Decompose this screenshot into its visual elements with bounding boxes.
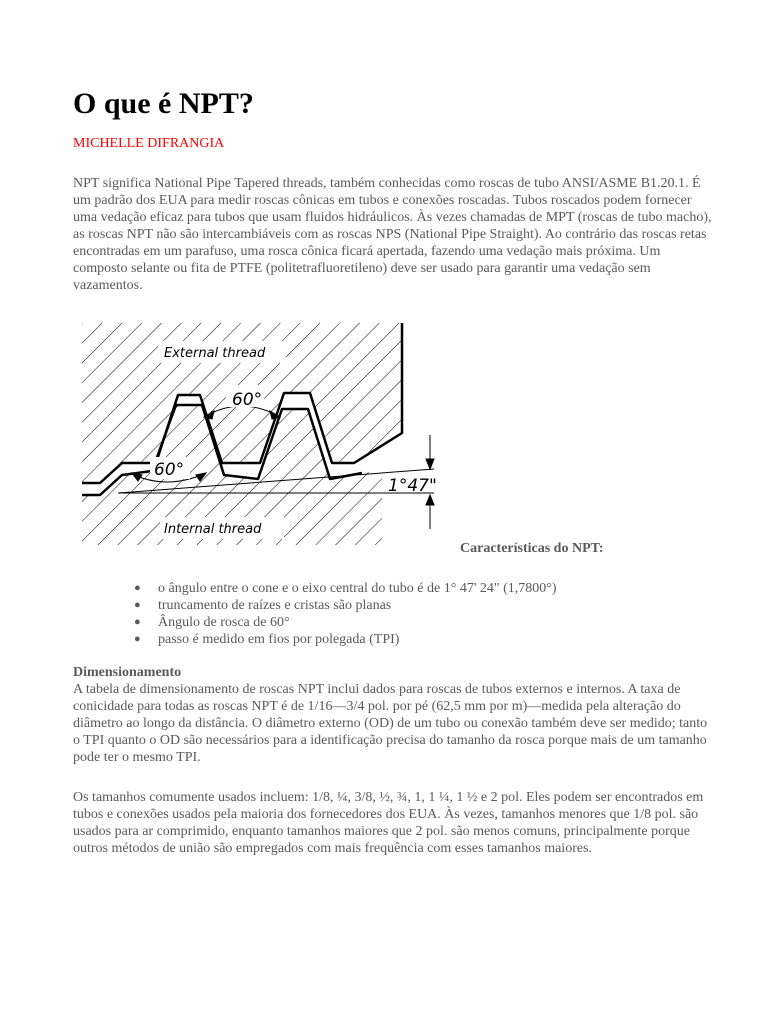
page-title: O que é NPT? (73, 87, 254, 120)
list-item-text: o ângulo entre o cone e o eixo central do tubo é de 1° 47' 24" (1,7800°) (158, 581, 557, 596)
sizing-paragraph: A tabela de dimensionamento de roscas NPT inclui dados para roscas de tubos externos e internos. A taxa de conicidade para todas as roscas NPT é de 1/16—3/4 pol. por pé (62,5 mm por m)—medida pela alteração do diâmetro ao longo da distância. O diâmetro externo (OD) de um tubo ou conexão também deve ser medido; tanto o TPI quanto o OD são necessários para a identificação precisa do tamanho da rosca porque mais de um tamanho pode ter o mesmo TPI. (73, 682, 708, 765)
intro-paragraph: NPT significa National Pipe Tapered threads, também conhecidas como roscas de tubo ANSI/ASME B1.20.1. É um padrão dos EUA para medir roscas cônicas em tubos e conexões roscadas. Tubos roscados podem fornecer uma vedação eficaz para tubos que usam fluidos hidráulicos. Às vezes chamadas de MPT (roscas de tubo macho), as roscas NPT não são intercambiáveis com as roscas NPS (National Pipe Straight). Ao contrário das roscas retas encontradas em um parafuso, uma rosca cônica ficará apertada, fazendo uma vedação mais próxima. Um composto selante ou fita de PTFE (politetrafluoretileno) deve ser usado para garantir uma vedação sem vazamentos. (73, 176, 712, 293)
list-item-text: truncamento de raízes e cristas são planas (158, 598, 392, 613)
external-thread-label: External thread (164, 346, 266, 361)
list-item (134, 580, 694, 597)
author-name: MICHELLE DIFRANGIA (73, 136, 225, 151)
list-item-text: Ângulo de rosca de 60° (158, 615, 290, 630)
taper-angle-label: 1°47" (388, 476, 437, 496)
features-list (134, 580, 694, 648)
internal-thread-label: Internal thread (164, 522, 262, 537)
bullet-icon: ● (134, 582, 141, 594)
list-item (134, 597, 694, 614)
angle-bottom-label: 60° (154, 460, 185, 480)
bullet-icon: ● (134, 633, 141, 645)
bullet-icon: ● (134, 616, 141, 628)
section-heading: Dimensionamento (73, 665, 182, 680)
features-caption: Características do NPT: (460, 541, 604, 556)
bullet-icon: ● (134, 599, 141, 611)
sizes-paragraph: Os tamanhos comumente usados incluem: 1/8, ¼, 3/8, ½, ¾, 1, 1 ¼, 1 ½ e 2 pol. Eles podem ser encontrados em tubos e conexões usados pela maioria dos fornecedores dos EUA. Às vezes, tamanhos menores que 1/8 pol. são usados para ar comprimido, enquanto tamanhos maiores que 2 pol. são menos comuns, principalmente porque outros métodos de união são empregados com mais frequência com esses tamanhos maiores. (73, 790, 704, 856)
npt-thread-diagram (82, 323, 454, 545)
list-item (134, 631, 694, 648)
list-item-text: passo é medido em fios por polegada (TPI) (158, 632, 400, 647)
list-item (134, 614, 694, 631)
angle-top-label: 60° (232, 390, 263, 410)
